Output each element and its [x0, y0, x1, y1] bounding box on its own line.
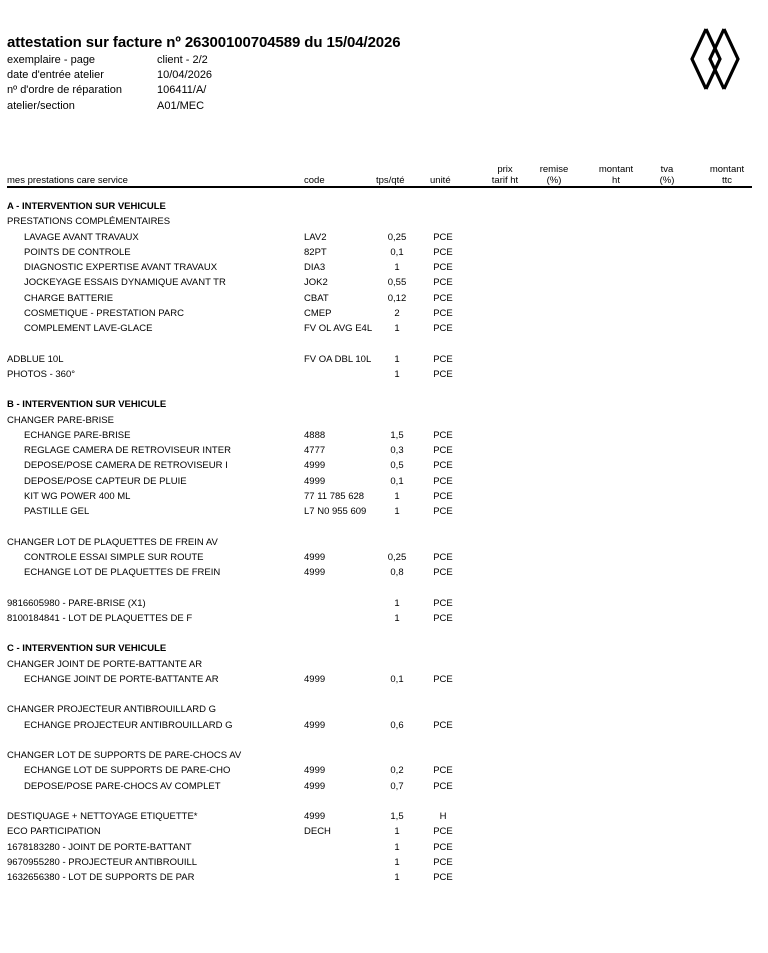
cell-code: FV OL AVG E4L	[304, 323, 373, 334]
cell-description: CHANGER PARE-BRISE	[7, 414, 114, 426]
cell-code: 4888	[304, 429, 326, 441]
table-row	[7, 275, 752, 290]
table-row	[7, 291, 752, 306]
table-row	[7, 306, 752, 321]
cell-code: 4999	[304, 719, 326, 731]
table-row	[7, 565, 752, 580]
col-header-price-line2: tarif ht	[491, 175, 519, 186]
cell-qty: 1,5	[390, 811, 404, 822]
cell-qty: 1	[394, 368, 400, 380]
group-heading-row	[7, 657, 752, 672]
cell-qty: 1	[394, 826, 400, 838]
cell-unit: PCE	[433, 277, 453, 289]
cell-unit: PCE	[433, 490, 453, 502]
meta-row	[7, 53, 212, 68]
cell-description: DESTIQUAGE + NETTOYAGE ETIQUETTE*	[7, 811, 198, 822]
cell-code: DECH	[304, 826, 331, 838]
cell-unit: PCE	[433, 307, 453, 319]
cell-description: COMPLEMENT LAVE-GLACE	[24, 323, 153, 334]
cell-description: 8100184841 - LOT DE PLAQUETTES DE F	[7, 612, 193, 624]
invoice-title: attestation sur facture nº 26300100704589 du 15/04/2026	[7, 34, 401, 51]
section-heading-row	[7, 641, 752, 656]
meta-value: client - 2/2	[157, 54, 208, 66]
cell-description: ECHANGE JOINT DE PORTE-BATTANTE AR	[24, 673, 219, 685]
cell-qty: 0,2	[390, 765, 404, 777]
cell-unit: PCE	[433, 506, 453, 517]
meta-row	[7, 99, 212, 114]
cell-description: PRESTATIONS COMPLÉMENTAIRES	[7, 216, 171, 228]
cell-qty: 1	[394, 872, 400, 883]
col-header-vat	[655, 164, 679, 186]
cell-description: JOCKEYAGE ESSAIS DYNAMIQUE AVANT TR	[24, 277, 226, 289]
cell-description: REGLAGE CAMERA DE RETROVISEUR INTER	[24, 445, 231, 456]
table-row	[7, 245, 752, 260]
cell-description: DEPOSE/POSE CAMERA DE RETROVISEUR I	[24, 460, 228, 472]
table-row	[7, 489, 752, 504]
cell-unit: PCE	[433, 231, 453, 243]
cell-unit: PCE	[433, 262, 453, 273]
cell-description: ADBLUE 10L	[7, 353, 64, 365]
cell-description: C - INTERVENTION SUR VEHICULE	[7, 643, 167, 655]
cell-code: 4999	[304, 475, 326, 487]
cell-qty: 0,1	[390, 246, 404, 258]
cell-unit: PCE	[433, 368, 453, 380]
cell-code: 4999	[304, 673, 326, 685]
cell-qty: 2	[394, 307, 400, 319]
table-row	[7, 260, 752, 275]
table-row	[7, 443, 752, 458]
cell-unit: H	[439, 811, 447, 822]
cell-code: 4999	[304, 811, 326, 822]
row-spacer	[7, 336, 752, 351]
cell-description: 1678183280 - JOINT DE PORTE-BATTANT	[7, 841, 192, 853]
cell-qty: 1	[394, 597, 400, 609]
cell-code: CBAT	[304, 292, 329, 304]
cell-qty: 0,8	[390, 567, 404, 578]
cell-code: L7 N0 955 609	[304, 506, 367, 517]
meta-label: nº d'ordre de réparation	[7, 84, 122, 97]
section-heading-row	[7, 199, 752, 214]
cell-description: ECHANGE PARE-BRISE	[24, 429, 131, 441]
cell-description: 1632656380 - LOT DE SUPPORTS DE PAR	[7, 872, 195, 883]
col-header-price-line1: prix	[497, 164, 513, 175]
table-row	[7, 504, 752, 519]
table-row	[7, 779, 752, 794]
cell-code: CMEP	[304, 307, 332, 319]
table-row	[7, 611, 752, 626]
cell-code: 4999	[304, 460, 326, 472]
table-row	[7, 855, 752, 870]
cell-unit: PCE	[433, 612, 453, 624]
cell-description: DEPOSE/POSE CAPTEUR DE PLUIE	[24, 475, 187, 487]
header-rule	[7, 186, 752, 188]
cell-description: ECHANGE LOT DE SUPPORTS DE PARE-CHO	[24, 765, 231, 777]
cell-qty: 0,5	[390, 460, 404, 472]
cell-description: PHOTOS - 360°	[7, 368, 76, 380]
cell-qty: 1	[394, 506, 400, 517]
row-spacer	[7, 687, 752, 702]
cell-description: A - INTERVENTION SUR VEHICULE	[7, 201, 166, 212]
cell-unit: PCE	[433, 246, 453, 258]
col-header-discount	[533, 164, 575, 186]
services-table-body	[7, 199, 752, 885]
meta-label: exemplaire - page	[7, 54, 96, 66]
table-row	[7, 352, 752, 367]
meta-label: date d'entrée atelier	[7, 69, 104, 82]
cell-qty: 0,1	[390, 673, 404, 685]
cell-description: LAVAGE AVANT TRAVAUX	[24, 231, 139, 243]
cell-unit: PCE	[433, 323, 453, 334]
cell-description: CHARGE BATTERIE	[24, 292, 114, 304]
cell-description: CONTROLE ESSAI SIMPLE SUR ROUTE	[24, 551, 204, 563]
cell-qty: 0,3	[390, 445, 404, 456]
cell-unit: PCE	[433, 673, 453, 685]
cell-qty: 1	[394, 323, 400, 334]
table-row	[7, 672, 752, 687]
meta-row	[7, 68, 212, 83]
cell-unit: PCE	[433, 567, 453, 578]
cell-qty: 1	[394, 841, 400, 853]
cell-unit: PCE	[433, 765, 453, 777]
cell-code: JOK2	[304, 277, 328, 289]
cell-description: COSMETIQUE - PRESTATION PARC	[24, 307, 184, 319]
cell-code: 4999	[304, 780, 326, 792]
col-header-discount-line1: remise	[539, 164, 569, 175]
cell-code: 4777	[304, 445, 326, 456]
col-header-amount-ht-line1: montant	[598, 164, 634, 175]
cell-unit: PCE	[433, 445, 453, 456]
table-row	[7, 840, 752, 855]
cell-description: ECHANGE LOT DE PLAQUETTES DE FREIN	[24, 567, 221, 578]
cell-qty: 0,25	[387, 231, 407, 243]
group-heading-row	[7, 413, 752, 428]
cell-description: POINTS DE CONTROLE	[24, 246, 131, 258]
table-row	[7, 428, 752, 443]
cell-qty: 0,25	[387, 551, 407, 563]
col-header-amount-ttc-line2: ttc	[721, 175, 733, 186]
cell-unit: PCE	[433, 460, 453, 472]
cell-description: CHANGER LOT DE PLAQUETTES DE FREIN AV	[7, 536, 218, 548]
group-heading-row	[7, 748, 752, 763]
table-row	[7, 458, 752, 473]
cell-unit: PCE	[433, 353, 453, 365]
cell-qty: 0,1	[390, 475, 404, 487]
cell-code: DIA3	[304, 262, 326, 273]
cell-qty: 1	[394, 612, 400, 624]
cell-code: 4999	[304, 567, 326, 578]
cell-unit: PCE	[433, 429, 453, 441]
cell-description: ECO PARTICIPATION	[7, 826, 101, 838]
table-row	[7, 550, 752, 565]
col-header-amount-ttc-line1: montant	[709, 164, 745, 175]
table-row	[7, 367, 752, 382]
cell-code: 82PT	[304, 246, 327, 258]
cell-code: 4999	[304, 765, 326, 777]
table-row	[7, 596, 752, 611]
row-spacer	[7, 733, 752, 748]
cell-description: PASTILLE GEL	[24, 506, 90, 517]
table-row	[7, 870, 752, 885]
cell-code: LAV2	[304, 231, 327, 243]
cell-description: ECHANGE PROJECTEUR ANTIBROUILLARD G	[24, 719, 233, 731]
cell-qty: 1	[394, 262, 400, 273]
col-header-description: mes prestations care service	[7, 175, 128, 186]
cell-unit: PCE	[433, 475, 453, 487]
col-header-amount-ht	[592, 164, 640, 186]
cell-qty: 1	[394, 353, 400, 365]
meta-value: 10/04/2026	[157, 69, 213, 82]
cell-unit: PCE	[433, 292, 453, 304]
cell-qty: 1	[394, 490, 400, 502]
cell-unit: PCE	[433, 841, 453, 853]
cell-code: FV OA DBL 10L	[304, 353, 372, 365]
cell-code: 4999	[304, 551, 326, 563]
cell-qty: 1,5	[390, 429, 404, 441]
col-header-unit: unité	[430, 175, 451, 186]
cell-qty: 0,7	[390, 780, 404, 792]
row-spacer	[7, 794, 752, 809]
col-header-vat-line2: (%)	[659, 175, 675, 186]
row-spacer	[7, 580, 752, 595]
table-row	[7, 824, 752, 839]
cell-unit: PCE	[433, 597, 453, 609]
cell-description: 9816605980 - PARE-BRISE (X1)	[7, 597, 146, 609]
col-header-qty: tps/qté	[376, 175, 405, 186]
row-spacer	[7, 519, 752, 534]
cell-unit: PCE	[433, 780, 453, 792]
cell-unit: PCE	[433, 551, 453, 563]
table-row	[7, 474, 752, 489]
group-heading-row	[7, 702, 752, 717]
cell-description: CHANGER JOINT DE PORTE-BATTANTE AR	[7, 658, 203, 670]
col-header-amount-ttc	[703, 164, 751, 186]
invoice-meta	[7, 53, 212, 114]
col-header-discount-line2: (%)	[546, 175, 562, 186]
group-heading-row	[7, 535, 752, 550]
row-spacer	[7, 382, 752, 397]
table-header	[7, 160, 752, 186]
row-spacer	[7, 626, 752, 641]
cell-qty: 1	[394, 856, 400, 868]
col-header-price	[485, 164, 525, 186]
cell-description: CHANGER LOT DE SUPPORTS DE PARE-CHOCS AV	[7, 750, 242, 761]
table-row	[7, 321, 752, 336]
cell-unit: PCE	[433, 719, 453, 731]
cell-unit: PCE	[433, 856, 453, 868]
table-row	[7, 718, 752, 733]
meta-value: 106411/A/	[157, 84, 207, 97]
group-heading-row	[7, 214, 752, 229]
cell-description: KIT WG POWER 400 ML	[24, 490, 131, 502]
cell-description: DEPOSE/POSE PARE-CHOCS AV COMPLET	[24, 780, 221, 792]
cell-code: 77 11 785 628	[304, 490, 365, 502]
col-header-amount-ht-line2: ht	[612, 175, 620, 186]
meta-value: A01/MEC	[157, 99, 205, 112]
section-heading-row	[7, 397, 752, 412]
cell-description: CHANGER PROJECTEUR ANTIBROUILLARD G	[7, 704, 217, 716]
col-header-code: code	[304, 175, 325, 186]
cell-qty: 0,55	[387, 277, 407, 289]
col-header-vat-line1: tva	[660, 164, 674, 175]
table-row	[7, 763, 752, 778]
cell-description: DIAGNOSTIC EXPERTISE AVANT TRAVAUX	[24, 262, 218, 273]
cell-qty: 0,12	[387, 292, 407, 304]
cell-qty: 0,6	[390, 719, 404, 731]
brand-logo-icon	[690, 27, 740, 91]
cell-description: 9670955280 - PROJECTEUR ANTIBROUILL	[7, 856, 198, 868]
meta-row	[7, 83, 212, 98]
meta-label: atelier/section	[7, 99, 75, 112]
cell-unit: PCE	[433, 826, 453, 838]
table-row	[7, 809, 752, 824]
cell-unit: PCE	[433, 872, 453, 883]
cell-description: B - INTERVENTION SUR VEHICULE	[7, 399, 167, 411]
table-row	[7, 230, 752, 245]
